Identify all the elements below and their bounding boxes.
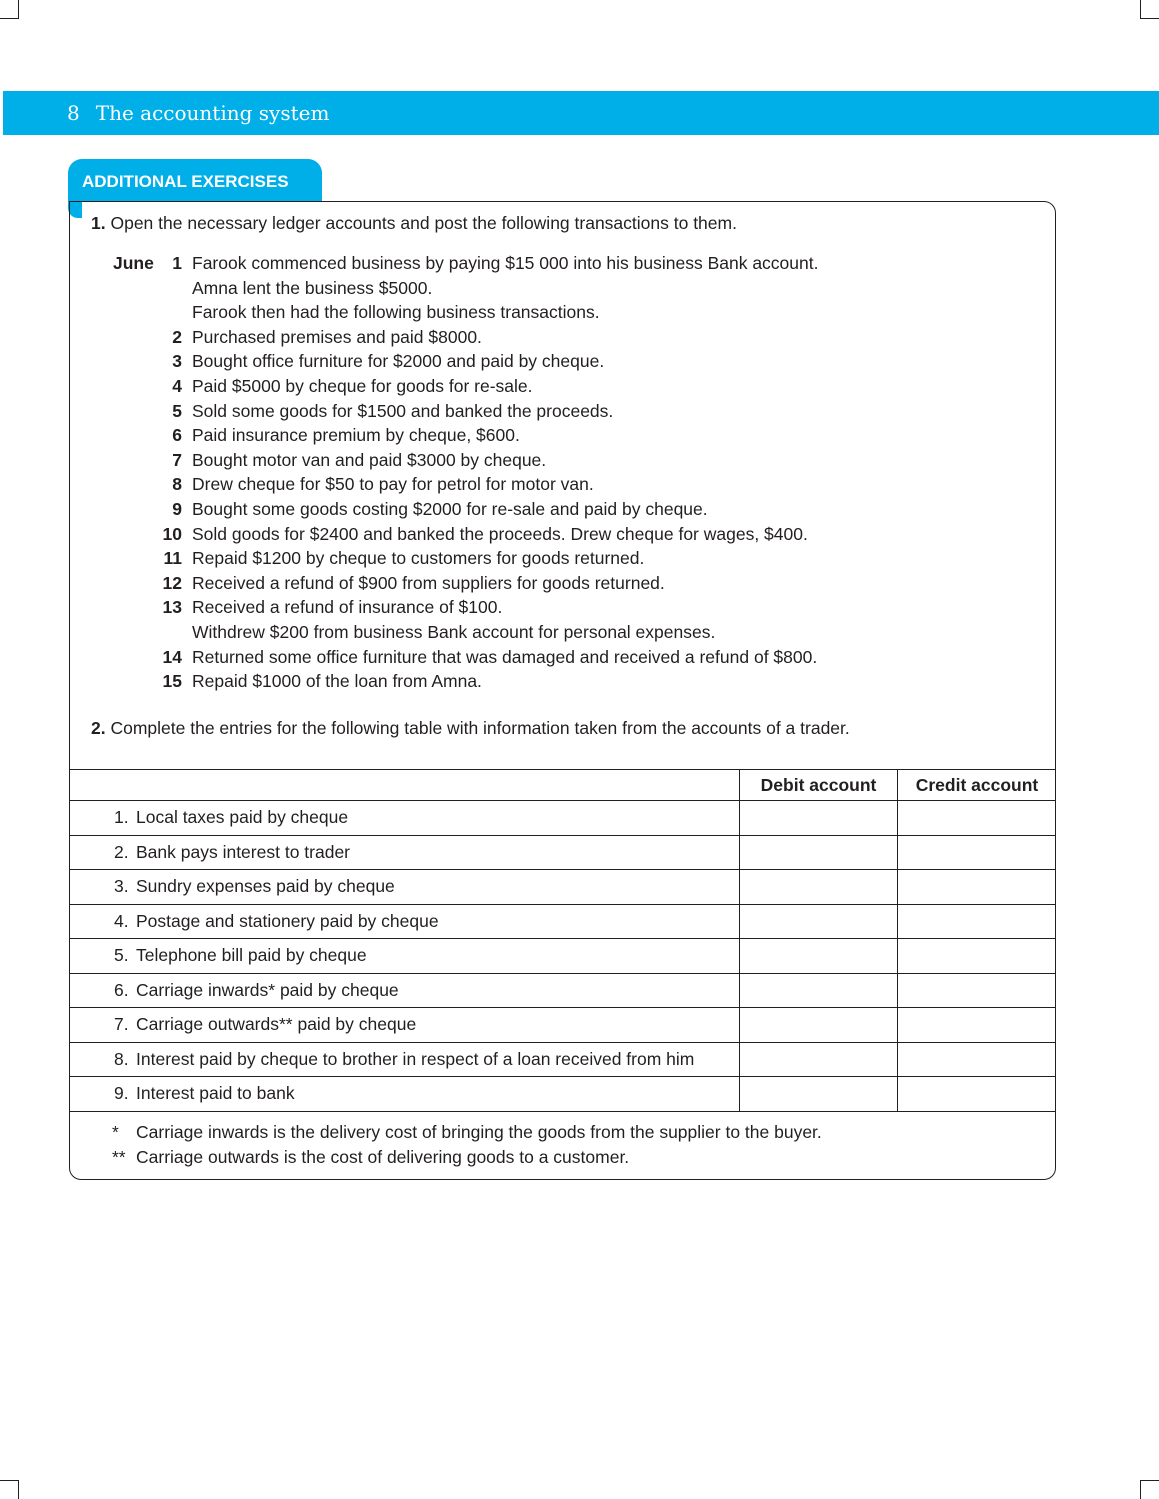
transaction-text: Bought office furniture for $2000 and paid by cheque. — [192, 351, 605, 372]
table-row — [69, 1077, 1056, 1112]
transaction-month — [100, 399, 162, 424]
row-description — [69, 974, 740, 1008]
transaction-row — [100, 300, 1000, 325]
row-number: 5. — [114, 945, 129, 966]
transaction-text: Farook commenced business by paying $15 000 into his business Bank account. — [192, 253, 819, 273]
transaction-month — [100, 571, 162, 596]
credit-account-cell[interactable] — [898, 974, 1056, 1008]
transaction-text: Sold some goods for $1500 and banked the proceeds. — [192, 400, 614, 421]
transaction-month — [100, 472, 162, 497]
transaction-row — [100, 399, 1000, 424]
row-description — [69, 939, 740, 973]
transaction-day: 9 — [172, 498, 182, 519]
credit-account-cell[interactable] — [898, 905, 1056, 939]
footnotes — [112, 1120, 822, 1169]
row-number: 3. — [114, 876, 129, 897]
transaction-row — [100, 522, 1000, 547]
transaction-month — [100, 645, 162, 670]
transaction-text: Withdrew $200 from business Bank account for personal expenses. — [192, 621, 716, 642]
transaction-row — [100, 595, 1000, 620]
transaction-day: 1 — [172, 253, 182, 273]
transaction-day: 12 — [162, 572, 182, 593]
transaction-day: 2 — [172, 326, 182, 347]
row-number: 1. — [114, 807, 129, 828]
table-row — [69, 1043, 1056, 1078]
footnote — [112, 1145, 822, 1170]
row-text: Carriage outwards** paid by cheque — [136, 1014, 417, 1035]
row-number: 2. — [114, 841, 129, 862]
debit-account-cell[interactable] — [740, 801, 898, 835]
chapter-header-bar — [3, 91, 1159, 135]
row-text: Local taxes paid by cheque — [136, 807, 349, 828]
table-row — [69, 974, 1056, 1009]
transaction-month — [100, 349, 162, 374]
debit-account-cell[interactable] — [740, 836, 898, 870]
debit-account-cell[interactable] — [740, 974, 898, 1008]
transaction-month — [100, 448, 162, 473]
transaction-day: 11 — [163, 548, 182, 569]
row-number: 4. — [114, 910, 129, 931]
transaction-list — [100, 251, 1000, 694]
header-debit-account: Debit account — [740, 770, 898, 800]
debit-account-cell[interactable] — [740, 1077, 898, 1111]
transaction-row — [100, 276, 1000, 301]
chapter-number: 8 — [67, 101, 80, 125]
question-1 — [91, 213, 737, 234]
transaction-row — [100, 325, 1000, 350]
row-text: Sundry expenses paid by cheque — [136, 876, 395, 897]
transaction-day — [162, 300, 182, 325]
question-2-number: 2. — [91, 718, 106, 738]
row-text: Telephone bill paid by cheque — [136, 945, 367, 966]
credit-account-cell[interactable] — [898, 1077, 1056, 1111]
transaction-text: Paid $5000 by cheque for goods for re-sale. — [192, 375, 533, 396]
transaction-row — [100, 251, 1000, 276]
transaction-day: 13 — [162, 597, 182, 618]
transaction-month — [100, 497, 162, 522]
crop-mark-bottom-left — [0, 1480, 19, 1499]
transaction-month — [100, 669, 162, 694]
transaction-day: 3 — [172, 351, 182, 372]
transaction-row — [100, 645, 1000, 670]
transaction-row — [100, 349, 1000, 374]
transaction-month — [100, 522, 162, 547]
credit-account-cell[interactable] — [898, 939, 1056, 973]
question-1-number: 1. — [91, 213, 106, 233]
transaction-text: Returned some office furniture that was damaged and received a refund of $800. — [192, 646, 818, 667]
transaction-month — [100, 374, 162, 399]
row-text: Bank pays interest to trader — [136, 841, 350, 862]
transaction-text: Drew cheque for $50 to pay for petrol for motor van. — [192, 474, 594, 495]
transaction-row — [100, 472, 1000, 497]
row-description — [69, 836, 740, 870]
credit-account-cell[interactable] — [898, 1008, 1056, 1042]
transaction-month — [100, 325, 162, 350]
transaction-month — [100, 620, 162, 645]
debit-account-cell[interactable] — [740, 939, 898, 973]
table-row — [69, 1008, 1056, 1043]
transaction-row — [100, 497, 1000, 522]
debit-account-cell[interactable] — [740, 1008, 898, 1042]
transaction-day: 6 — [172, 425, 182, 446]
transaction-day — [162, 620, 182, 645]
transaction-text: Repaid $1200 by cheque to customers for goods returned. — [192, 548, 645, 569]
transaction-text: Received a refund of insurance of $100. — [192, 597, 503, 618]
transaction-month: June — [113, 253, 154, 273]
header-credit-account: Credit account — [915, 774, 1039, 795]
row-description — [69, 1077, 740, 1111]
table-header-row — [69, 769, 1056, 801]
transaction-row — [100, 620, 1000, 645]
transaction-text: Paid insurance premium by cheque, $600. — [192, 425, 520, 446]
transaction-month — [100, 595, 162, 620]
row-text: Interest paid by cheque to brother in respect of a loan received from him — [136, 1048, 695, 1069]
footnote-mark: * — [112, 1122, 119, 1142]
footnote-text: Carriage outwards is the cost of delivering goods to a customer. — [136, 1146, 630, 1167]
transaction-month — [100, 423, 162, 448]
transaction-row — [100, 448, 1000, 473]
table-row — [69, 801, 1056, 836]
question-2-text: Complete the entries for the following table with information taken from the accounts of a trader. — [110, 718, 850, 738]
table-row — [69, 836, 1056, 871]
transaction-day: 5 — [172, 400, 182, 421]
accounts-table — [69, 769, 1056, 1112]
transaction-row — [100, 374, 1000, 399]
row-description — [69, 870, 740, 904]
question-1-text: Open the necessary ledger accounts and post the following transactions to them. — [110, 213, 737, 233]
header-description — [69, 770, 740, 800]
crop-mark-top-right — [1140, 0, 1159, 19]
transaction-text: Bought motor van and paid $3000 by cheque. — [192, 449, 547, 470]
transaction-month — [100, 546, 162, 571]
row-number: 6. — [114, 979, 129, 1000]
crop-mark-top-left — [0, 0, 19, 19]
transaction-text: Repaid $1000 of the loan from Amna. — [192, 671, 482, 692]
table-row — [69, 939, 1056, 974]
row-text: Carriage inwards* paid by cheque — [136, 979, 399, 1000]
transaction-month — [100, 276, 162, 301]
table-row — [69, 905, 1056, 940]
transaction-day: 14 — [162, 646, 182, 667]
row-description — [69, 801, 740, 835]
transaction-row — [100, 423, 1000, 448]
footnote-mark: ** — [112, 1146, 126, 1167]
transaction-day: 4 — [172, 375, 182, 396]
transaction-text: Sold goods for $2400 and banked the proceeds. Drew cheque for wages, $400. — [192, 523, 808, 544]
row-description — [69, 1043, 740, 1077]
transaction-row — [100, 669, 1000, 694]
chapter-title: The accounting system — [95, 101, 330, 125]
transaction-month — [100, 300, 162, 325]
transaction-text: Purchased premises and paid $8000. — [192, 326, 482, 347]
transaction-row — [100, 546, 1000, 571]
debit-account-cell[interactable] — [740, 905, 898, 939]
transaction-day: 8 — [172, 474, 182, 495]
row-text: Interest paid to bank — [136, 1083, 295, 1104]
row-description — [69, 1008, 740, 1042]
transaction-day: 10 — [162, 523, 182, 544]
transaction-day: 15 — [162, 671, 182, 692]
row-number: 8. — [114, 1048, 129, 1069]
question-2 — [91, 718, 850, 739]
row-text: Postage and stationery paid by cheque — [136, 910, 439, 931]
row-number: 7. — [114, 1014, 129, 1035]
transaction-text: Farook then had the following business transactions. — [192, 302, 600, 323]
table-body — [69, 801, 1056, 1112]
footnote-text: Carriage inwards is the delivery cost of bringing the goods from the supplier to the buyer. — [136, 1122, 822, 1142]
credit-account-cell[interactable] — [898, 1043, 1056, 1077]
transaction-text: Bought some goods costing $2000 for re-sale and paid by cheque. — [192, 498, 708, 519]
row-number: 9. — [114, 1083, 129, 1104]
footnote — [112, 1120, 822, 1145]
transaction-day — [162, 276, 182, 301]
crop-mark-bottom-right — [1140, 1480, 1159, 1499]
debit-account-cell[interactable] — [740, 1043, 898, 1077]
row-description — [69, 905, 740, 939]
credit-account-cell[interactable] — [898, 836, 1056, 870]
table-row — [69, 870, 1056, 905]
transaction-day: 7 — [172, 449, 182, 470]
credit-account-cell[interactable] — [898, 801, 1056, 835]
transaction-text: Received a refund of $900 from suppliers for goods returned. — [192, 572, 665, 593]
transaction-row — [100, 571, 1000, 596]
section-tab: ADDITIONAL EXERCISES — [68, 159, 322, 202]
credit-account-cell[interactable] — [898, 870, 1056, 904]
debit-account-cell[interactable] — [740, 870, 898, 904]
transaction-text: Amna lent the business $5000. — [192, 277, 433, 298]
